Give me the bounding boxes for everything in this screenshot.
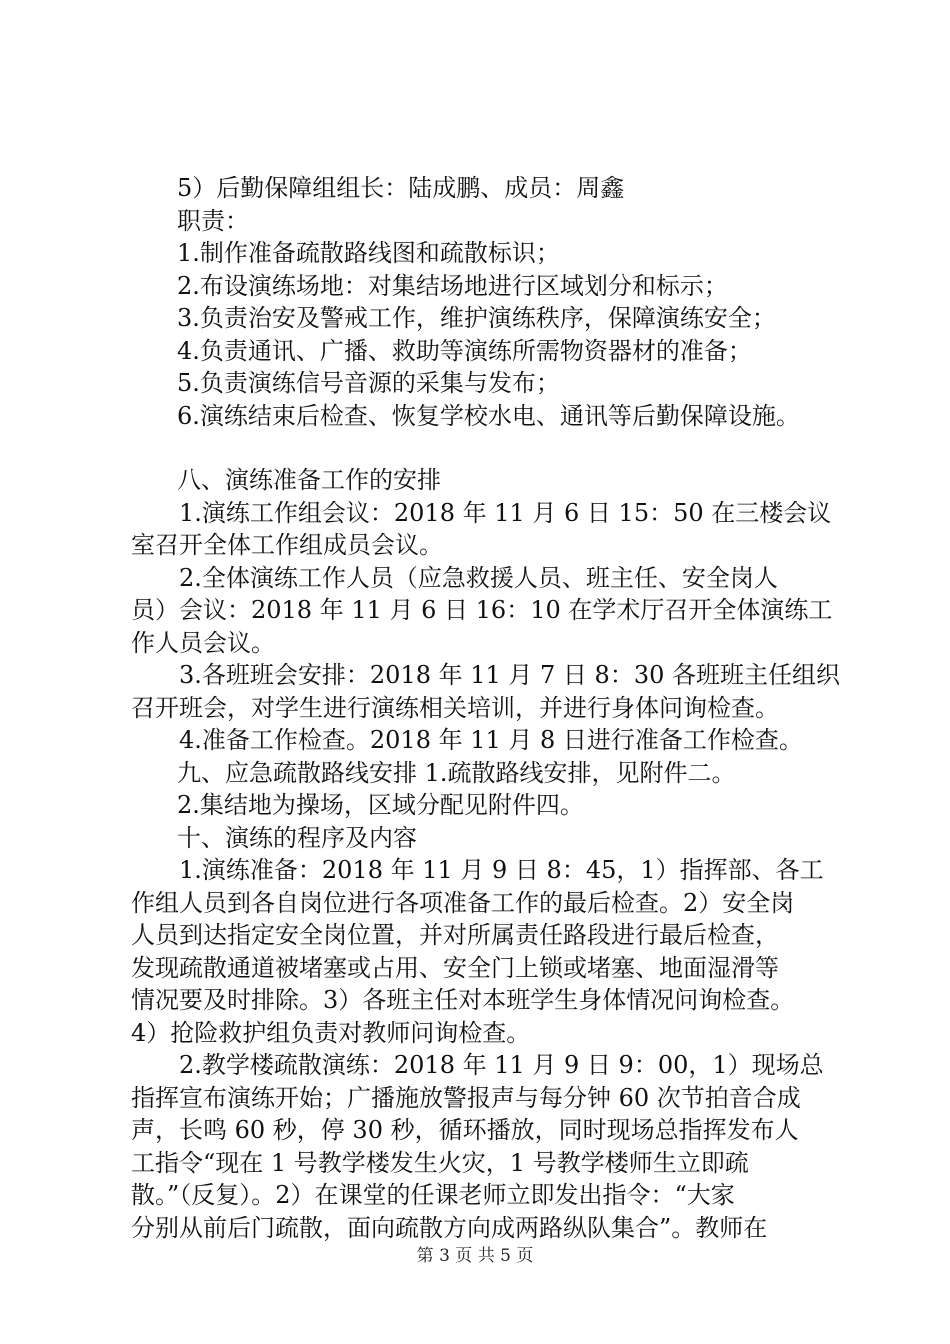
paragraph-gap [131, 432, 851, 464]
text-line: 3.负责治安及警戒工作，维护演练秩序，保障演练安全； [177, 304, 776, 332]
text-line: 1.制作准备疏散路线图和疏散标识； [177, 239, 560, 267]
text-line: 分别从前后门疏散，面向疏散方向成两路纵队集合”。教师在 [131, 1213, 768, 1242]
text-line: 1.演练工作组会议：2018 年 11 月 6 日 15：50 在三楼会议 [179, 498, 832, 527]
text-line: 作组人员到各自岗位进行各项准备工作的最后检查。2）安全岗 [131, 888, 795, 917]
text-line: 散。”（反复）。2）在课堂的任课老师立即发出指令：“大家 [131, 1181, 735, 1209]
text-line: 职责： [177, 206, 249, 235]
text-line: 5）后勤保障组组长：陆成鹏、成员：周鑫 [177, 174, 625, 202]
text-line: 4.负责通讯、广播、救助等演练所需物资器材的准备； [177, 336, 752, 365]
section-heading: 八、演练准备工作的安排 [177, 466, 441, 494]
text-line: 声，长鸣 60 秒，停 30 秒，循环播放，同时现场总指挥发布人 [131, 1116, 799, 1144]
page-footer: 第 3 页 共 5 页 [416, 1246, 534, 1266]
text-line: 6.演练结束后检查、恢复学校水电、通讯等后勤保障设施。 [177, 401, 800, 430]
text-line: 1.演练准备：2018 年 11 月 9 日 8：45，1）指挥部、各工 [179, 856, 824, 884]
text-line: 2.布设演练场地：对集结场地进行区域划分和标示； [177, 271, 728, 300]
text-line: 发现疏散通道被堵塞或占用、安全门上锁或堵塞、地面湿滑等 [131, 953, 779, 982]
text-line: 4）抢险救护组负责对教师问询检查。 [131, 1018, 531, 1047]
text-line: 室召开全体工作组成员会议。 [131, 531, 443, 559]
document-body [131, 172, 851, 1244]
section-heading: 九、应急疏散路线安排 1.疏散路线安排，见附件二。 [177, 758, 736, 787]
text-line: 3.各班班会安排：2018 年 11 月 7 日 8：30 各班班主任组织 [179, 661, 840, 689]
text-line: 召开班会，对学生进行演练相关培训，并进行身体问询检查。 [131, 693, 779, 722]
text-line: 5.负责演练信号音源的采集与发布； [177, 369, 560, 397]
section-heading: 十、演练的程序及内容 [177, 823, 417, 852]
text-line: 人员到达指定安全岗位置，并对所属责任路段进行最后检查， [131, 921, 779, 949]
text-line: 作人员会议。 [131, 628, 275, 657]
text-line: 2.集结地为操场，区域分配见附件四。 [177, 791, 584, 819]
text-line: 员）会议：2018 年 11 月 6 日 16：10 在学术厅召开全体演练工 [131, 596, 833, 624]
text-line: 2.全体演练工作人员（应急救援人员、班主任、安全岗人 [179, 563, 778, 592]
text-line: 2.教学楼疏散演练：2018 年 11 月 9 日 9：00，1）现场总 [179, 1051, 824, 1079]
text-line: 4.准备工作检查。2018 年 11 月 8 日进行准备工作检查。 [179, 726, 803, 754]
text-line: 情况要及时排除。3）各班主任对本班学生身体情况问询检查。 [131, 986, 795, 1014]
text-line: 指挥宣布演练开始；广播施放警报声与每分钟 60 次节拍音合成 [131, 1083, 801, 1112]
text-line: 工指令“现在 1 号教学楼发生火灾，1 号教学楼师生立即疏 [131, 1148, 749, 1177]
